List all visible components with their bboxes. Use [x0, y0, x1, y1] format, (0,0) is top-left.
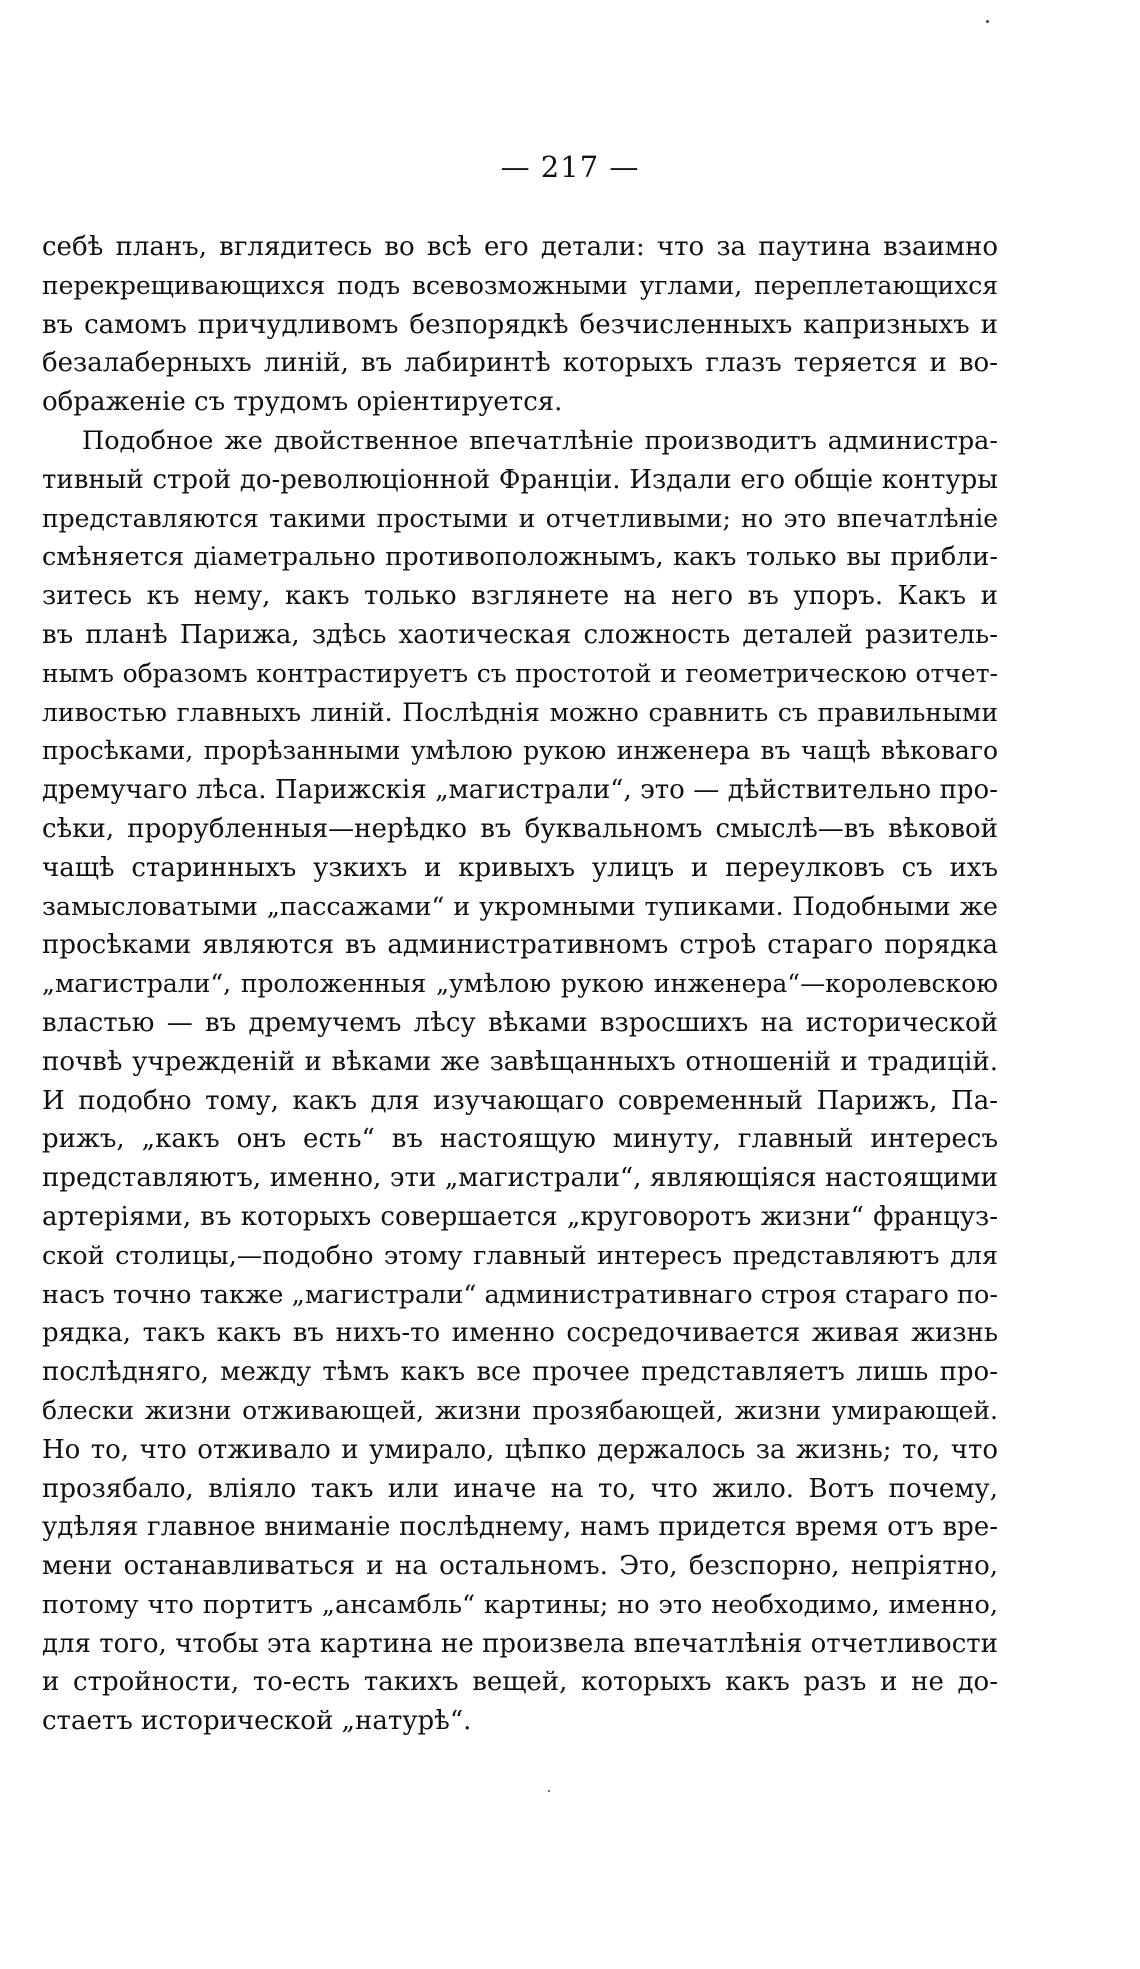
text-line: тивный строй до-революціонной Франціи. Издали его общіе контуры	[42, 464, 998, 495]
text-line: нымъ образомъ контрастируетъ съ простотой и геометрическою отчет-	[42, 658, 998, 688]
text-line: смѣняется діаметрально противоположнымъ, какъ только вы прибли-	[42, 542, 998, 573]
text-line: И подобно тому, какъ для изучающаго современный Парижъ, Па-	[42, 1085, 998, 1116]
text-line: потому что портитъ „ансамбль“ картины; но это необходимо, именно,	[42, 1589, 998, 1620]
text-line: безалаберныхъ линій, въ лабиринтѣ которыхъ глазъ теряется и во-	[42, 348, 998, 379]
text-line: прозябало, вліяло такъ или иначе на то, что жило. Вотъ почему,	[42, 1473, 998, 1504]
text-line: представляютъ, именно, эти „магистрали“, являющіяся настоящими	[42, 1163, 998, 1194]
text-line: блески жизни отживающей, жизни прозябающей, жизни умирающей.	[42, 1395, 998, 1425]
text-line: рядка, такъ какъ въ нихъ-то именно сосредочивается живая жизнь	[42, 1318, 998, 1349]
text-line: сѣки, прорубленныя—нерѣдко въ буквальномъ смыслѣ—въ вѣковой	[42, 813, 998, 844]
text-line: перекрещивающихся подъ всевозможными углами, переплетающихся	[42, 270, 998, 300]
text-line: въ планѣ Парижа, здѣсь хаотическая сложность деталей разитель-	[42, 619, 998, 650]
text-line: для того, чтобы эта картина не произвела впечатлѣнія отчетливости	[42, 1628, 998, 1659]
print-speck	[548, 1790, 550, 1792]
text-line: удѣляя главное вниманіе послѣднему, намъ придется время отъ вре-	[42, 1512, 998, 1543]
text-line: рижъ, „какъ онъ есть“ въ настоящую минуту, главный интересъ	[42, 1124, 998, 1155]
text-line: почвѣ учрежденій и вѣками же завѣщанныхъ отношеній и традицій.	[42, 1046, 998, 1077]
text-line: Подобное же двойственное впечатлѣніе производитъ администра-	[82, 425, 998, 456]
text-line: ображеніе съ трудомъ оріентируется.	[42, 387, 563, 418]
text-line: зитесь къ нему, какъ только взглянете на него въ упоръ. Какъ и	[42, 581, 998, 612]
body-text	[42, 228, 998, 1741]
text-line: и стройности, то-есть такихъ вещей, которыхъ какъ разъ и не до-	[42, 1667, 998, 1698]
text-line: въ самомъ причудливомъ безпорядкѣ безчисленныхъ капризныхъ и	[42, 309, 998, 340]
page-number: — 217 —	[500, 150, 640, 184]
text-line: стаетъ исторической „натурѣ“.	[42, 1706, 472, 1737]
text-line: насъ точно также „магистрали“ административнаго строя стараго по-	[42, 1279, 998, 1310]
text-line: артеріями, въ которыхъ совершается „круговоротъ жизни“ француз-	[42, 1201, 998, 1232]
text-line: дремучаго лѣса. Парижскія „магистрали“, это — дѣйствительно про-	[42, 775, 998, 806]
text-line: „магистрали“, проложенныя „умѣлою рукою инженера“—королевскою	[42, 969, 998, 999]
text-line: просѣками, прорѣзанными умѣлою рукою инженера въ чащѣ вѣковаго	[42, 736, 998, 766]
text-line: замысловатыми „пассажами“ и укромными тупиками. Подобными же	[42, 891, 998, 922]
print-speck	[986, 20, 989, 23]
text-line: мени останавливаться и на остальномъ. Это, безспорно, непріятно,	[42, 1551, 998, 1582]
text-line: властью — въ дремучемъ лѣсу вѣками взросшихъ на исторической	[42, 1007, 998, 1038]
text-line: послѣдняго, между тѣмъ какъ все прочее представляетъ лишь про-	[42, 1357, 998, 1388]
text-line: ской столицы,—подобно этому главный интересъ представляютъ для	[42, 1240, 998, 1271]
text-line: себѣ планъ, вглядитесь во всѣ его детали: что за паутина взаимно	[42, 232, 998, 262]
text-line: просѣками являются въ административномъ строѣ стараго порядка	[42, 930, 998, 961]
text-line: ливостью главныхъ линій. Послѣднія можно сравнить съ правильными	[42, 697, 998, 727]
text-line: Но то, что отживало и умирало, цѣпко держалось за жизнь; то, что	[42, 1434, 998, 1465]
text-line: чащѣ старинныхъ узкихъ и кривыхъ улицъ и переулковъ съ ихъ	[42, 852, 998, 883]
text-line: представляются такими простыми и отчетливыми; но это впечатлѣніе	[42, 503, 998, 533]
